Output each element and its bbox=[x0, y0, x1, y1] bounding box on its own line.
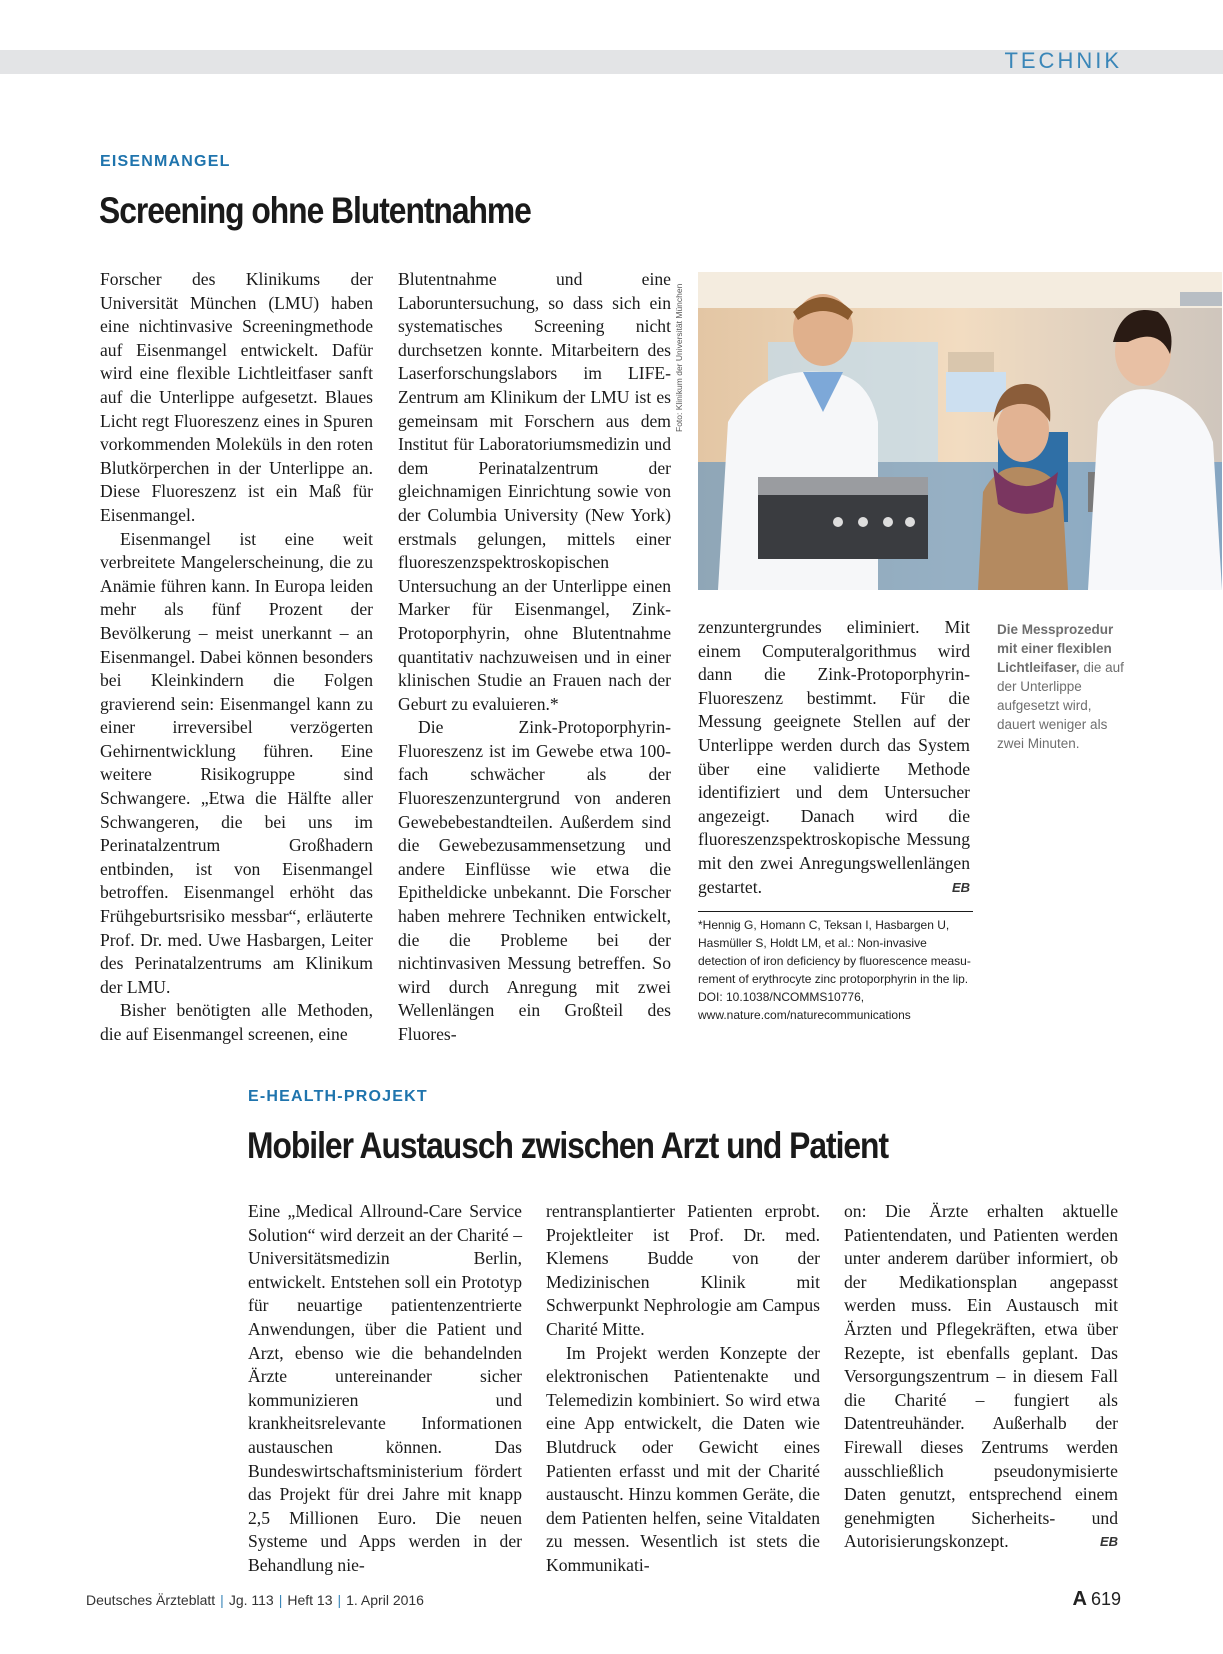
article1-column-3 bbox=[698, 616, 970, 899]
article1-title: Screening ohne Blutentnahme bbox=[99, 190, 531, 231]
volume: Jg. 113 bbox=[228, 1592, 274, 1608]
paragraph: Eisenmangel ist eine weit verbreitete Mangelerscheinung, die zu Anämie führen kann. In Europa leiden mehr als fünf Prozent der Bevölkerung – meist unerkannt – an Eisenmangel. Dabei können besonders bei Kleinkindern die Folgen gravierend sein: Eisenmangel kann zu einer irreversibel verzögerten Gehirnentwicklung führen. Eine weitere Risikogruppe sind Schwangere. „Etwa die Hälfte aller Schwangeren, die bei uns im Perinatalzentrum Großhadern entbinden, ist von Eisenmangel betroffen. Eisenmangel erhöht das Frühgeburtsrisiko messbar“, erläuterte Prof. Dr. med. Uwe Hasbargen, Leiter des Perinatalzentrums am Klinikum der LMU. bbox=[100, 528, 373, 997]
paragraph: Die Zink-Protoporphyrin-Fluoreszenz ist im Gewebe etwa 100-fach schwächer als der Fluoreszenzuntergrund von anderen Gewebebestandteilen. Außerdem sind die Gewebezusammensetzung und andere Einflüsse wie etwa die Epitheldicke unbekannt. Die Forscher haben mehrere Techniken entwickelt, die die Probleme bei der nichtinvasiven Messung betreffen. So wird durch Anregung mit zwei Wellenlängen ein Großteil des Fluores- bbox=[398, 717, 671, 1044]
article2-column-2 bbox=[546, 1200, 820, 1578]
footer-separator: | bbox=[278, 1592, 283, 1608]
page-number bbox=[1073, 1588, 1122, 1611]
issue: Heft 13 bbox=[287, 1592, 333, 1608]
paragraph: rentransplantierter Patienten erprobt. Projektleiter ist Prof. Dr. med. Klemens Budde von der Medizinischen Klinik mit Schwerpunkt Nephrologie am Campus Charité Mitte. bbox=[546, 1201, 820, 1339]
page-prefix: A bbox=[1072, 1588, 1087, 1610]
article2-column-1 bbox=[248, 1200, 522, 1578]
section-label: TECHNIK bbox=[1004, 48, 1122, 73]
article1-column-1 bbox=[100, 268, 373, 1047]
reference-note: *Hennig G, Homann C, Teksan I, Hasbargen U, Hasmüller S, Holdt LM, et al.: Non-invasive detection of iron deficiency by fluorescence measu-rement of erythrocyte zinc protoporphyrin in the lip. DOI: 10.1038/NCOMMS10776, www.nature.com/naturecommunications bbox=[698, 918, 971, 1022]
article1-kicker: EISENMANGEL bbox=[100, 153, 231, 170]
article-photo bbox=[698, 272, 1222, 590]
article2-column-3 bbox=[844, 1200, 1118, 1554]
article1-column-2 bbox=[398, 268, 671, 1047]
page-number-value: 619 bbox=[1090, 1589, 1121, 1609]
paragraph: Bisher benötigten alle Methoden, die auf Eisenmangel screenen, eine bbox=[100, 1000, 373, 1044]
photo-credit: Foto: Klinikum der Universität München bbox=[674, 283, 684, 432]
article2-title: Mobiler Austausch zwischen Arzt und Patient bbox=[247, 1125, 889, 1166]
paragraph: on: Die Ärzte erhalten aktuelle Patientendaten, und Patienten werden unter anderem darüber informiert, ob der Medikationsplan angepasst werden muss. Ein Austausch mit Ärzten und Pflegekräften, etwa über Rezepte, ist ebenfalls geplant. Das Versorgungszentrum – in diesem Fall die Charité – fungiert als Datentreuhänder. Außerhalb der Firewall dieses Zentrums werden ausschließlich pseudonymisierte Daten genutzt, entsprechend einem genehmigten Sicherheits- und Autorisierungskonzept. bbox=[844, 1201, 1118, 1552]
caption-lead: Die Messprozedur mit einer flexiblen Lichtleifaser, bbox=[997, 622, 1114, 675]
signature: EB bbox=[951, 879, 970, 895]
caption-text: die auf der Unterlippe aufgesetzt wird, dauert weniger als zwei Minuten. bbox=[997, 660, 1124, 751]
footer bbox=[86, 1592, 424, 1608]
reference-divider bbox=[698, 911, 973, 912]
paragraph: Forscher des Klinikums der Universität München (LMU) haben eine nichtinvasive Screeningmethode auf Eisenmangel entwickelt. Dafür wird eine flexible Lichtleitfaser sanft auf die Unterlippe aufgesetzt. Blaues Licht regt Fluoreszenz eines in Spuren vorkommenden Moleküls in den roten Blutkörperchen in der Unterlippe an. Diese Fluoreszenz ist ein Maß für Eisenmangel. bbox=[100, 269, 373, 525]
paragraph: Eine „Medical Allround-Care Service Solution“ wird derzeit an der Charité – Universitätsmedizin Berlin, entwickelt. Entstehen soll ein Prototyp für neuartige patientenzentrierte Anwendungen, über die Patient und Arzt, ebenso wie die behandelnden Ärzte untereinander sicher kommunizieren und krankheitsrelevante Informationen austauschen können. Das Bundeswirtschaftsministerium fördert das Projekt für drei Jahre mit knapp 2,5 Millionen Euro. Die neuen Systeme und Apps werden in der Behandlung nie- bbox=[248, 1201, 522, 1575]
footer-separator: | bbox=[220, 1592, 224, 1608]
photo-caption bbox=[997, 620, 1127, 753]
paragraph: Im Projekt werden Konzepte der elektronischen Patientenakte und Telemedizin kombiniert. So wird etwa eine App entwickelt, die Daten wie Blutdruck oder Gewicht eines Patienten erfasst und mit der Charité austauscht. Hinzu kommen Geräte, die dem Patienten helfen, seine Vitaldaten zu messen. Wesentlich ist stets die Kommunikati- bbox=[546, 1342, 820, 1575]
signature: EB bbox=[1099, 1534, 1118, 1550]
footer-separator: | bbox=[337, 1592, 342, 1608]
paragraph: Blutentnahme und eine Laboruntersuchung, so dass sich ein systematisches Screening nicht durchsetzen konnte. Mitarbeitern des Laserforschungslabors im LIFE-Zentrum am Klinikum der LMU ist es gemeinsam mit Forschern aus dem Institut für Laboratoriumsmedizin und dem Perinatalzentrum der gleichnamigen Einrichtung sowie von der Columbia University (New York) erstmals gelungen, mittels einer fluoreszenzspektroskopischen Untersuchung an der Unterlippe einen Marker für Eisenmangel, Zink-Protoporphyrin, ohne Blutentnahme quantitativ nachzuweisen und in einer klinischen Studie an Frauen nach der Geburt zu evaluieren.* bbox=[398, 269, 671, 714]
article2-kicker: E-HEALTH-PROJEKT bbox=[248, 1088, 428, 1105]
issue-date: 1. April 2016 bbox=[346, 1592, 424, 1608]
journal-name: Deutsches Ärzteblatt bbox=[86, 1592, 216, 1608]
paragraph: zenzuntergrundes eliminiert. Mit einem Computeralgorithmus wird dann die Zink-Protoporphyrin-Fluoreszenz bestimmt. Für die Messung geeignete Stellen auf der Unterlippe werden durch das System über eine validierte Methode identifiziert und dem Untersucher angezeigt. Danach wird die fluoreszenzspektroskopische Messung mit den zwei Anregungswellenlängen gestartet. bbox=[698, 617, 970, 897]
